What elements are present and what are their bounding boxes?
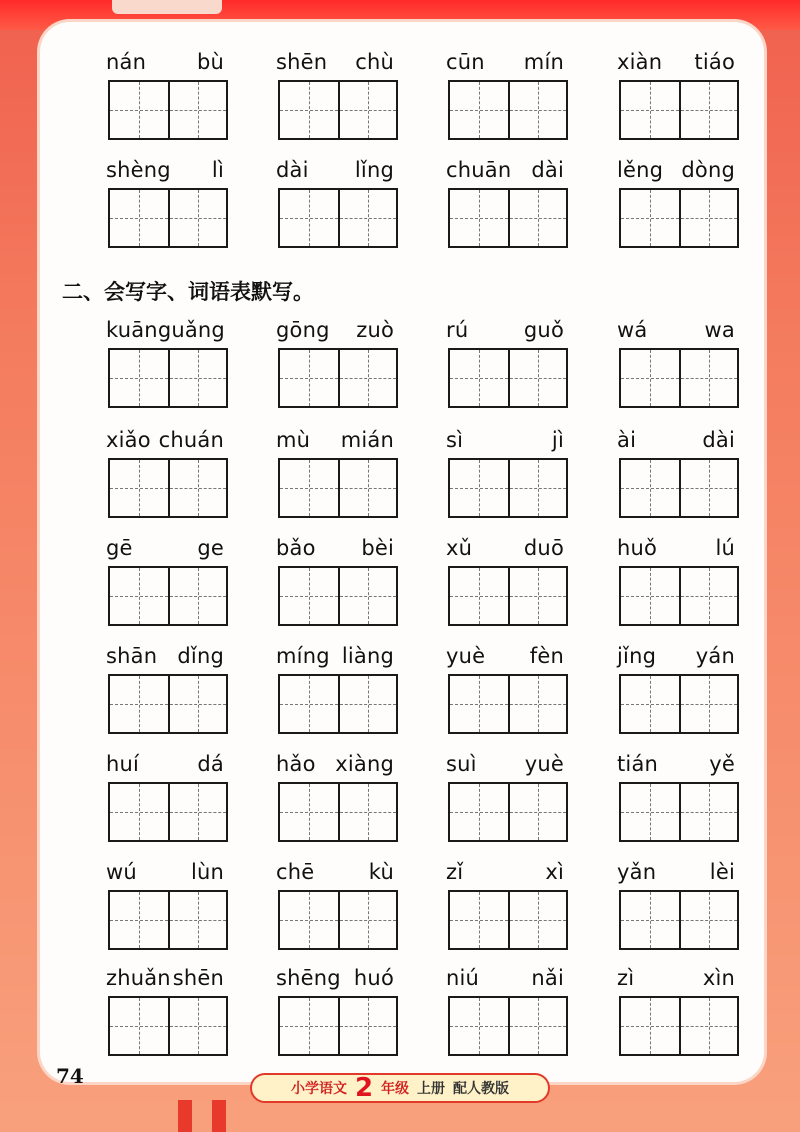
tianzige-cell[interactable] [280, 784, 338, 840]
pinyin-label [100, 158, 230, 184]
pinyin-syllable: xì [545, 860, 564, 884]
pinyin-label [440, 536, 570, 562]
pinyin-syllable: lǐng [354, 158, 394, 182]
tianzige-cell[interactable] [508, 676, 566, 732]
tianzige-cell[interactable] [450, 190, 508, 246]
tianzige-cell[interactable] [450, 460, 508, 516]
tianzige-cell[interactable] [280, 460, 338, 516]
tianzige-cell[interactable] [280, 190, 338, 246]
word-item [440, 644, 570, 739]
writing-grid [448, 458, 568, 518]
pinyin-syllable: jǐng [617, 644, 657, 668]
writing-grid [278, 996, 398, 1056]
pinyin-syllable: lèi [709, 860, 735, 884]
pinyin-syllable: shèng [106, 158, 171, 182]
pinyin-syllable: xǔ [446, 536, 473, 560]
tianzige-cell[interactable] [168, 892, 226, 948]
word-item [270, 752, 400, 847]
word-item [440, 752, 570, 847]
pinyin-label [440, 966, 570, 992]
footer-edition: 配人教版 [453, 1081, 510, 1097]
tianzige-cell[interactable] [110, 460, 168, 516]
writing-grid [278, 674, 398, 734]
pinyin-syllable: wá [617, 318, 648, 342]
tianzige-cell[interactable] [450, 82, 508, 138]
pinyin-syllable: yán [695, 644, 735, 668]
pinyin-syllable: lú [715, 536, 735, 560]
tianzige-cell[interactable] [450, 676, 508, 732]
tianzige-cell[interactable] [679, 892, 737, 948]
pinyin-label [611, 50, 741, 76]
pinyin-label [440, 50, 570, 76]
writing-grid [619, 782, 739, 842]
pinyin-syllable: chuān [446, 158, 512, 182]
pinyin-label [270, 318, 400, 344]
tianzige-cell[interactable] [280, 676, 338, 732]
pinyin-syllable: mín [523, 50, 564, 74]
writing-grid [108, 348, 228, 408]
word-row [100, 158, 760, 258]
word-item [270, 536, 400, 631]
word-item [270, 644, 400, 739]
pinyin-syllable: duō [523, 536, 564, 560]
pinyin-syllable: huí [106, 752, 140, 776]
tianzige-cell[interactable] [338, 190, 396, 246]
writing-grid [108, 674, 228, 734]
writing-grid [108, 996, 228, 1056]
pinyin-syllable: míng [276, 644, 330, 668]
writing-grid [108, 80, 228, 140]
tianzige-cell[interactable] [621, 82, 679, 138]
pinyin-syllable: xìn [702, 966, 735, 990]
pinyin-syllable: zuò [356, 318, 394, 342]
writing-grid [108, 566, 228, 626]
tianzige-cell[interactable] [168, 998, 226, 1054]
writing-grid [448, 188, 568, 248]
pinyin-label [270, 428, 400, 454]
writing-grid [278, 890, 398, 950]
word-item [100, 644, 230, 739]
pinyin-syllable: lùn [190, 860, 224, 884]
tianzige-cell[interactable] [338, 460, 396, 516]
pinyin-syllable: tián [617, 752, 659, 776]
tianzige-cell[interactable] [110, 350, 168, 406]
writing-grid [278, 566, 398, 626]
tianzige-cell[interactable] [621, 998, 679, 1054]
pinyin-syllable: huǒ [617, 536, 658, 560]
pinyin-label [100, 318, 230, 344]
pinyin-label [611, 158, 741, 184]
pinyin-label [611, 536, 741, 562]
tianzige-cell[interactable] [508, 892, 566, 948]
pinyin-label [270, 644, 400, 670]
pinyin-syllable: jì [551, 428, 564, 452]
word-item [611, 158, 741, 253]
pinyin-label [611, 428, 741, 454]
tianzige-cell[interactable] [338, 350, 396, 406]
pinyin-syllable: chuán [158, 428, 224, 452]
pinyin-syllable: bǎo [276, 536, 316, 560]
writing-grid [619, 80, 739, 140]
pinyin-syllable: fèn [529, 644, 564, 668]
word-item [611, 966, 741, 1061]
pinyin-syllable: shān [106, 644, 158, 668]
word-item [270, 428, 400, 523]
tianzige-cell[interactable] [508, 460, 566, 516]
pinyin-syllable: chù [355, 50, 394, 74]
word-item [100, 752, 230, 847]
ribbon-decoration [178, 1100, 192, 1132]
pinyin-label [270, 50, 400, 76]
footer-grade-label: 年级 [381, 1081, 410, 1097]
tianzige-cell[interactable] [280, 892, 338, 948]
word-item [100, 860, 230, 955]
tianzige-cell[interactable] [621, 892, 679, 948]
pinyin-syllable: guǒ [523, 318, 564, 342]
tianzige-cell[interactable] [168, 190, 226, 246]
pinyin-syllable: zì [617, 966, 635, 990]
footer-subject: 小学语文 [290, 1081, 347, 1097]
word-item [611, 860, 741, 955]
writing-grid [278, 80, 398, 140]
pinyin-syllable: wú [106, 860, 137, 884]
pinyin-label [440, 158, 570, 184]
pinyin-label [611, 860, 741, 886]
tianzige-cell[interactable] [168, 350, 226, 406]
pinyin-syllable: xiàn [617, 50, 663, 74]
writing-grid [278, 458, 398, 518]
tianzige-cell[interactable] [621, 460, 679, 516]
pinyin-syllable: chē [276, 860, 315, 884]
pinyin-syllable: cūn [446, 50, 485, 74]
word-item [440, 158, 570, 253]
tianzige-cell[interactable] [679, 676, 737, 732]
tianzige-cell[interactable] [280, 82, 338, 138]
pinyin-syllable: gōng [276, 318, 330, 342]
pinyin-syllable: guǎng [157, 318, 225, 342]
pinyin-syllable: yǎn [617, 860, 657, 884]
writing-grid [278, 188, 398, 248]
tianzige-cell[interactable] [621, 568, 679, 624]
tianzige-cell[interactable] [110, 82, 168, 138]
tianzige-cell[interactable] [280, 998, 338, 1054]
word-row [100, 50, 760, 150]
tianzige-cell[interactable] [679, 568, 737, 624]
word-item [270, 860, 400, 955]
tianzige-cell[interactable] [168, 676, 226, 732]
tianzige-cell[interactable] [338, 82, 396, 138]
writing-grid [619, 674, 739, 734]
writing-grid [619, 188, 739, 248]
word-item [611, 428, 741, 523]
footer-volume: 上册 [417, 1081, 446, 1097]
word-item [440, 318, 570, 413]
pinyin-label [270, 966, 400, 992]
writing-grid [448, 782, 568, 842]
pinyin-syllable: lì [211, 158, 224, 182]
tianzige-cell[interactable] [508, 784, 566, 840]
pinyin-syllable: zǐ [446, 860, 464, 884]
tianzige-cell[interactable] [621, 350, 679, 406]
footer-grade-number: 2 [354, 1073, 374, 1103]
pinyin-syllable: yuè [524, 752, 564, 776]
ribbon-decoration [212, 1100, 226, 1132]
writing-grid [619, 996, 739, 1056]
pinyin-syllable: xiàng [335, 752, 394, 776]
tianzige-cell[interactable] [280, 350, 338, 406]
writing-grid [619, 890, 739, 950]
writing-grid [108, 890, 228, 950]
tianzige-cell[interactable] [450, 892, 508, 948]
pinyin-label [611, 752, 741, 778]
tianzige-cell[interactable] [621, 784, 679, 840]
writing-grid [619, 348, 739, 408]
pinyin-syllable: hǎo [276, 752, 316, 776]
tianzige-cell[interactable] [508, 568, 566, 624]
pinyin-label [100, 50, 230, 76]
word-item [100, 50, 230, 145]
pinyin-label [440, 428, 570, 454]
tianzige-cell[interactable] [621, 676, 679, 732]
tianzige-cell[interactable] [338, 784, 396, 840]
word-item [100, 966, 230, 1061]
pinyin-label [100, 428, 230, 454]
writing-grid [448, 996, 568, 1056]
word-item [611, 318, 741, 413]
tianzige-cell[interactable] [508, 82, 566, 138]
pinyin-syllable: suì [446, 752, 477, 776]
pinyin-syllable: huó [353, 966, 394, 990]
word-row [100, 966, 760, 1066]
tianzige-cell[interactable] [168, 82, 226, 138]
pinyin-label [100, 966, 230, 992]
section-2-title: 二、会写字、词语表默写。 [62, 280, 314, 304]
word-row [100, 644, 760, 744]
writing-grid [108, 188, 228, 248]
tianzige-cell[interactable] [280, 568, 338, 624]
pinyin-syllable: ài [617, 428, 637, 452]
tianzige-cell[interactable] [679, 784, 737, 840]
tianzige-cell[interactable] [168, 460, 226, 516]
pinyin-label [100, 644, 230, 670]
pinyin-syllable: zhuǎn [106, 966, 171, 990]
word-item [611, 50, 741, 145]
pinyin-syllable: wa [704, 318, 735, 342]
tianzige-cell[interactable] [168, 568, 226, 624]
tianzige-cell[interactable] [508, 998, 566, 1054]
pinyin-syllable: lěng [617, 158, 664, 182]
writing-grid [278, 782, 398, 842]
word-item [270, 50, 400, 145]
pinyin-syllable: rú [446, 318, 469, 342]
word-item [100, 428, 230, 523]
word-item [270, 158, 400, 253]
word-item [270, 318, 400, 413]
word-row [100, 318, 760, 418]
footer-badge [250, 1073, 550, 1103]
tianzige-cell[interactable] [168, 784, 226, 840]
writing-grid [108, 458, 228, 518]
writing-grid [278, 348, 398, 408]
pinyin-label [270, 752, 400, 778]
tianzige-cell[interactable] [508, 350, 566, 406]
word-row [100, 860, 760, 960]
pinyin-syllable: xiǎo [106, 428, 151, 452]
pinyin-syllable: ge [197, 536, 224, 560]
tianzige-cell[interactable] [338, 568, 396, 624]
page-number: 74 [56, 1064, 84, 1088]
pinyin-syllable: tiáo [694, 50, 735, 74]
pinyin-syllable: mián [340, 428, 394, 452]
word-item [611, 536, 741, 631]
writing-grid [448, 80, 568, 140]
tianzige-cell[interactable] [679, 190, 737, 246]
tianzige-cell[interactable] [679, 350, 737, 406]
pinyin-syllable: niú [446, 966, 480, 990]
pinyin-syllable: dài [702, 428, 735, 452]
writing-grid [448, 674, 568, 734]
word-item [270, 966, 400, 1061]
writing-grid [108, 782, 228, 842]
tianzige-cell[interactable] [679, 82, 737, 138]
tianzige-cell[interactable] [110, 568, 168, 624]
tianzige-cell[interactable] [110, 892, 168, 948]
pinyin-syllable: sì [446, 428, 464, 452]
pinyin-label [270, 158, 400, 184]
word-row [100, 752, 760, 852]
word-item [100, 318, 230, 413]
pinyin-label [440, 644, 570, 670]
word-item [440, 966, 570, 1061]
pinyin-syllable: nǎi [531, 966, 564, 990]
word-item [611, 644, 741, 739]
tianzige-cell[interactable] [450, 568, 508, 624]
writing-grid [619, 458, 739, 518]
pinyin-syllable: dá [197, 752, 224, 776]
tianzige-cell[interactable] [679, 998, 737, 1054]
writing-grid [448, 348, 568, 408]
tianzige-cell[interactable] [110, 998, 168, 1054]
tianzige-cell[interactable] [450, 998, 508, 1054]
word-item [440, 860, 570, 955]
pinyin-syllable: mù [276, 428, 311, 452]
word-item [440, 536, 570, 631]
word-item [100, 536, 230, 631]
tianzige-cell[interactable] [110, 190, 168, 246]
pinyin-label [100, 860, 230, 886]
pinyin-syllable: kuān [106, 318, 158, 342]
pinyin-label [100, 752, 230, 778]
word-item [440, 428, 570, 523]
pinyin-syllable: shēng [276, 966, 341, 990]
pinyin-syllable: shēn [172, 966, 224, 990]
pinyin-syllable: dǐng [177, 644, 224, 668]
tianzige-cell[interactable] [338, 892, 396, 948]
pinyin-syllable: yuè [446, 644, 486, 668]
pinyin-syllable: kù [368, 860, 394, 884]
word-item [100, 158, 230, 253]
word-row [100, 428, 760, 528]
pinyin-syllable: gē [106, 536, 133, 560]
pinyin-syllable: shēn [276, 50, 328, 74]
pinyin-syllable: nán [106, 50, 147, 74]
word-item [440, 50, 570, 145]
tianzige-cell[interactable] [338, 676, 396, 732]
tianzige-cell[interactable] [508, 190, 566, 246]
pinyin-label [611, 318, 741, 344]
tianzige-cell[interactable] [450, 784, 508, 840]
pinyin-label [440, 318, 570, 344]
writing-grid [448, 566, 568, 626]
writing-grid [448, 890, 568, 950]
pinyin-label [100, 536, 230, 562]
tianzige-cell[interactable] [110, 676, 168, 732]
pinyin-syllable: liàng [341, 644, 394, 668]
pinyin-label [611, 966, 741, 992]
pinyin-syllable: dòng [681, 158, 735, 182]
pinyin-label [440, 752, 570, 778]
pinyin-syllable: bèi [361, 536, 394, 560]
pinyin-label [270, 860, 400, 886]
tianzige-cell[interactable] [621, 190, 679, 246]
pinyin-syllable: bù [196, 50, 224, 74]
pinyin-label [611, 644, 741, 670]
pinyin-syllable: dài [531, 158, 564, 182]
tianzige-cell[interactable] [338, 998, 396, 1054]
writing-grid [619, 566, 739, 626]
pinyin-syllable: dài [276, 158, 309, 182]
tianzige-cell[interactable] [679, 460, 737, 516]
tianzige-cell[interactable] [110, 784, 168, 840]
pinyin-label [270, 536, 400, 562]
top-tab-decoration [112, 0, 222, 14]
pinyin-label [440, 860, 570, 886]
pinyin-syllable: yě [709, 752, 735, 776]
word-item [611, 752, 741, 847]
word-row [100, 536, 760, 636]
tianzige-cell[interactable] [450, 350, 508, 406]
